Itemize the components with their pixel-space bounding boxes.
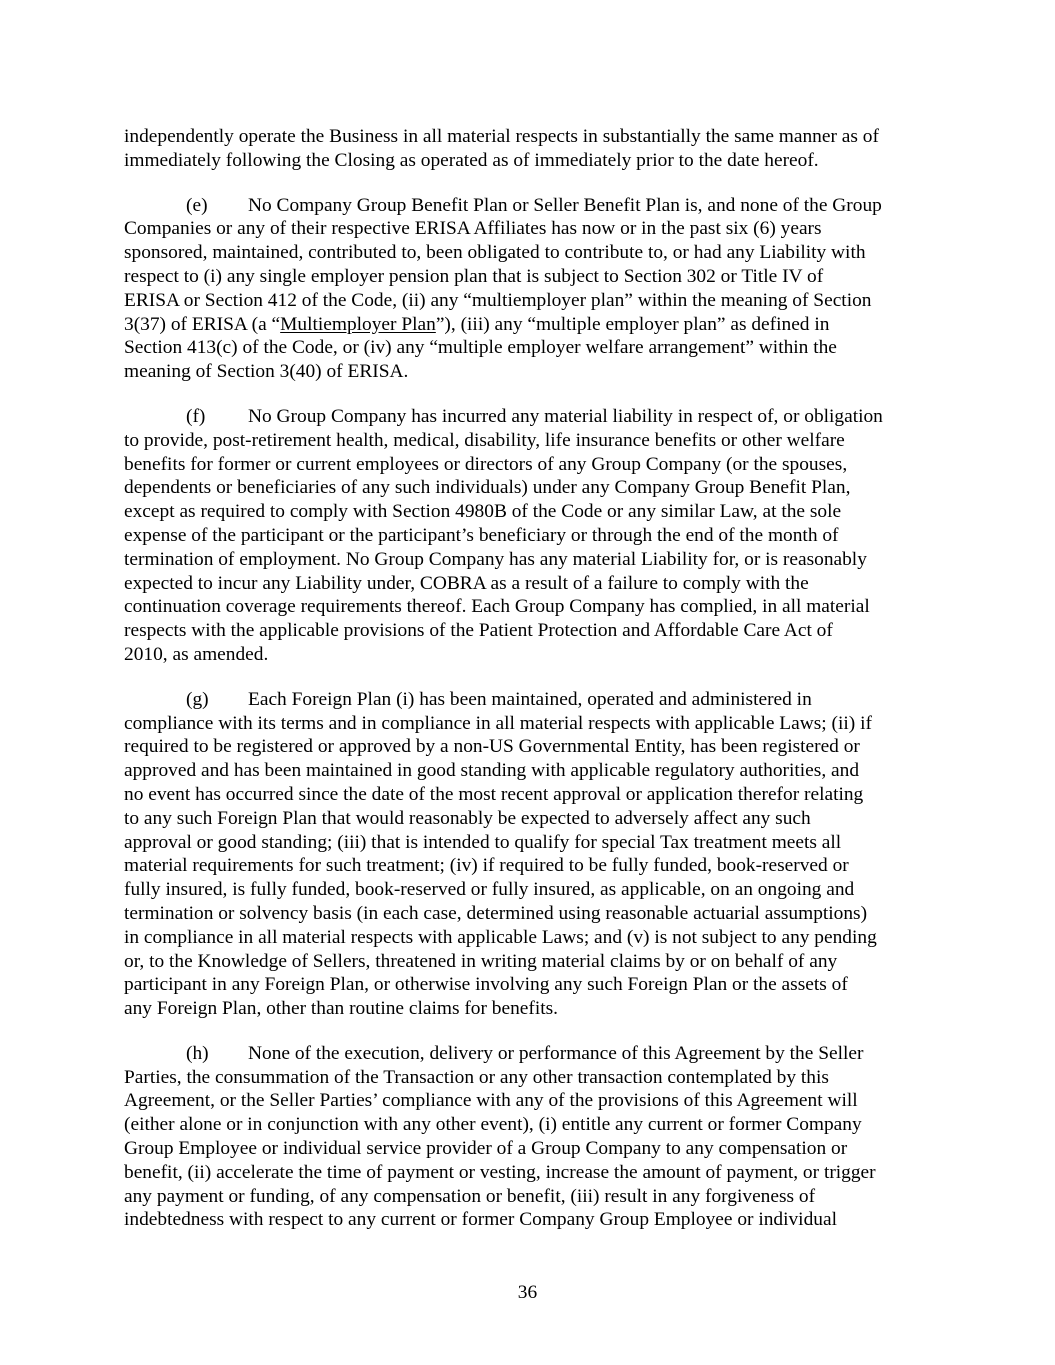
- text-line: [124, 783, 938, 807]
- text-segment: expected to incur any Liability under, COBRA as a result of a failure to comply with the: [124, 572, 809, 594]
- text-line: [124, 973, 938, 997]
- text-segment: meaning of Section 3(40) of ERISA.: [124, 361, 409, 383]
- text-line: [124, 831, 938, 855]
- defined-term: Multiemployer Plan: [280, 313, 436, 335]
- text-segment: to any such Foreign Plan that would reasonably be expected to adversely affect any such: [124, 807, 811, 829]
- text-line: [124, 360, 938, 384]
- text-line: [124, 500, 938, 524]
- text-line: [124, 950, 938, 974]
- text-line: [124, 1089, 938, 1113]
- text-segment: ERISA or Section 412 of the Code, (ii) any “multiemployer plan” within the meaning of Section: [124, 289, 872, 311]
- paragraph-e: [124, 194, 938, 384]
- text-segment: immediately following the Closing as operated as of immediately prior to the date hereof.: [124, 149, 819, 171]
- text-line: [124, 524, 938, 548]
- paragraph-label: (e): [186, 194, 208, 216]
- text-segment: None of the execution, delivery or performance of this Agreement by the Seller: [248, 1042, 864, 1064]
- text-line: [124, 1113, 938, 1137]
- text-line: [124, 688, 938, 712]
- text-line: [124, 125, 938, 149]
- text-line: [124, 1208, 938, 1232]
- text-line: [124, 405, 938, 429]
- paragraph-h: [124, 1042, 938, 1232]
- text-line: [124, 878, 938, 902]
- document-body: [124, 125, 938, 1253]
- text-segment: required to be registered or approved by a non-US Governmental Entity, has been registered or: [124, 736, 860, 758]
- text-line: [124, 712, 938, 736]
- text-segment: Group Employee or individual service provider of a Group Company to any compensation or: [124, 1138, 848, 1160]
- text-segment: any Foreign Plan, other than routine claims for benefits.: [124, 998, 559, 1020]
- text-segment: material requirements for such treatment; (iv) if required to be fully funded, book-reserved or: [124, 855, 849, 877]
- text-line: [124, 548, 938, 572]
- text-line: [124, 194, 938, 218]
- text-segment: compliance with its terms and in compliance in all material respects with applicable Laws; (ii) if: [124, 712, 872, 734]
- text-segment: respect to (i) any single employer pension plan that is subject to Section 302 or Title IV of: [124, 265, 824, 287]
- text-segment: to provide, post-retirement health, medical, disability, life insurance benefits or other welfare: [124, 429, 845, 451]
- text-line: [124, 476, 938, 500]
- text-line: [124, 1042, 938, 1066]
- text-line: [124, 643, 938, 667]
- text-segment: termination of employment. No Group Company has any material Liability for, or is reasonably: [124, 548, 867, 570]
- text-line: [124, 1161, 938, 1185]
- text-segment: termination or solvency basis (in each case, determined using reasonable actuarial assumptions): [124, 902, 868, 924]
- text-line: [124, 572, 938, 596]
- page-number: 36: [517, 1282, 538, 1303]
- text-segment: sponsored, maintained, contributed to, been obligated to contribute to, or had any Liability with: [124, 242, 866, 264]
- text-segment: Each Foreign Plan (i) has been maintained, operated and administered in: [248, 688, 812, 710]
- text-segment: indebtedness with respect to any current or former Company Group Employee or individual: [124, 1209, 837, 1231]
- text-segment: 3(37) of ERISA (a “: [124, 313, 281, 335]
- paragraph-label: (g): [186, 688, 209, 710]
- text-line: [124, 241, 938, 265]
- text-segment: in compliance in all material respects with applicable Laws; and (v) is not subject to any pending: [124, 926, 877, 948]
- text-segment: respects with the applicable provisions of the Patient Protection and Affordable Care Act of: [124, 620, 833, 642]
- text-line: [124, 265, 938, 289]
- text-line: [124, 902, 938, 926]
- text-segment: No Group Company has incurred any material liability in respect of, or obligation: [248, 405, 883, 427]
- text-segment: no event has occurred since the date of the most recent approval or application therefor relating: [124, 783, 864, 805]
- paragraph-g: [124, 688, 938, 1021]
- text-line: [124, 926, 938, 950]
- text-segment: approval or good standing; (iii) that is intended to qualify for special Tax treatment meets all: [124, 831, 842, 853]
- text-segment: expense of the participant or the participant’s beneficiary or through the end of the month of: [124, 524, 839, 546]
- text-line: [124, 1185, 938, 1209]
- text-segment: or, to the Knowledge of Sellers, threatened in writing material claims by or on behalf of any: [124, 950, 838, 972]
- text-segment: fully insured, is fully funded, book-reserved or fully insured, as applicable, on an ongoing and: [124, 879, 855, 901]
- text-segment: approved and has been maintained in good standing with applicable regulatory authorities, and: [124, 760, 860, 782]
- text-line: [124, 289, 938, 313]
- paragraph-f: [124, 405, 938, 667]
- text-segment: benefits for former or current employees or directors of any Group Company (or the spouses,: [124, 453, 848, 475]
- text-segment: Parties, the consummation of the Transaction or any other transaction contemplated by this: [124, 1066, 829, 1088]
- text-line: [124, 336, 938, 360]
- text-segment: any payment or funding, of any compensation or benefit, (iii) result in any forgiveness of: [124, 1185, 816, 1207]
- text-line: [124, 1066, 938, 1090]
- text-segment: (either alone or in conjunction with any other event), (i) entitle any current or former Company: [124, 1114, 862, 1136]
- text-line: [124, 619, 938, 643]
- text-segment: continuation coverage requirements thereof. Each Group Company has complied, in all material: [124, 596, 870, 618]
- text-line: [124, 1137, 938, 1161]
- text-line: [124, 854, 938, 878]
- text-segment: 2010, as amended.: [124, 643, 269, 665]
- text-line: [124, 149, 938, 173]
- text-segment: No Company Group Benefit Plan or Seller Benefit Plan is, and none of the Group: [248, 194, 882, 216]
- paragraph-label: (f): [186, 405, 206, 427]
- text-segment: Section 413(c) of the Code, or (iv) any “multiple employer welfare arrangement” within the: [124, 337, 837, 359]
- paragraph-label: (h): [186, 1042, 209, 1064]
- text-segment: dependents or beneficiaries of any such individuals) under any Company Group Benefit Plan,: [124, 477, 851, 499]
- text-line: [124, 313, 938, 337]
- text-segment: participant in any Foreign Plan, or otherwise involving any such Foreign Plan or the assets of: [124, 974, 848, 996]
- text-line: [124, 807, 938, 831]
- text-line: [124, 735, 938, 759]
- text-segment: Agreement, or the Seller Parties’ compliance with any of the provisions of this Agreement will: [124, 1090, 858, 1112]
- text-segment: benefit, (ii) accelerate the time of payment or vesting, increase the amount of payment, or trigger: [124, 1161, 876, 1183]
- text-segment: ”), (iii) any “multiple employer plan” as defined in: [435, 313, 830, 335]
- paragraph-continuation: [124, 125, 938, 173]
- text-line: [124, 453, 938, 477]
- text-segment: independently operate the Business in all material respects in substantially the same manner as of: [124, 126, 879, 147]
- text-line: [124, 759, 938, 783]
- text-segment: except as required to comply with Section 4980B of the Code or any similar Law, at the sole: [124, 501, 842, 523]
- text-segment: Companies or any of their respective ERISA Affiliates has now or in the past six (6) years: [124, 218, 822, 240]
- text-line: [124, 595, 938, 619]
- text-line: [124, 997, 938, 1021]
- text-line: [124, 429, 938, 453]
- text-line: [124, 217, 938, 241]
